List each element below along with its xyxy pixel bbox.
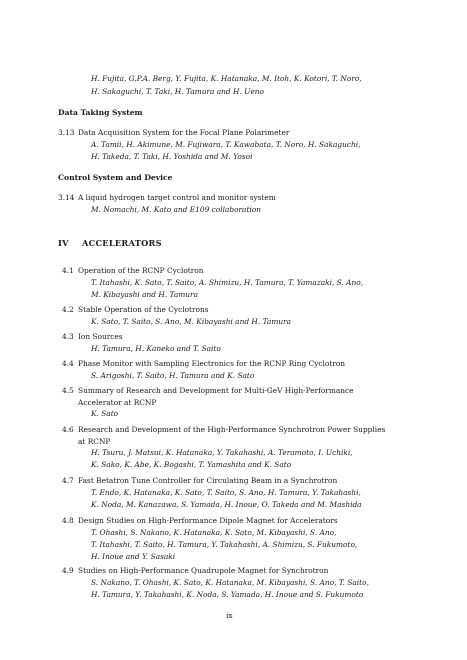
entry-authors: T. Itahashi, T. Saito, H. Tamura, Y. Takahashi, A. Shimizu, S. Fukumoto, — [91, 540, 358, 549]
entry-authors: K. Sako, K. Abe, K. Bogashi, T. Yamashita and K. Sato — [91, 460, 292, 469]
entry-authors: S. Arigoshi, T. Saito, H. Tamura and K. Sato — [91, 371, 255, 380]
entry-number: 4.1 — [62, 266, 74, 275]
top-entry-authors-1: H. Fujita, G.P.A. Berg, Y. Fujita, K. Hatanaka, M. Itoh, K. Kotori, T. Noro, — [91, 74, 362, 83]
entry-title: Summary of Research and Development for Multi-GeV High-Performance — [78, 386, 354, 395]
entry-title: Research and Development of the High-Performance Synchrotron Power Supplies — [78, 425, 386, 434]
section-heading-control: Control System and Device — [58, 173, 173, 182]
entry-number: 3.13 — [58, 128, 75, 137]
entry-number: 4.4 — [62, 359, 74, 368]
entry-authors: K. Sato — [91, 409, 119, 418]
chapter-number: IV — [58, 238, 69, 248]
entry-title: Data Acquisition System for the Focal Plane Polarimeter — [78, 128, 290, 137]
entry-title: Design Studies on High-Performance Dipole Magnet for Accelerators — [78, 516, 338, 525]
entry-authors: T. Ohashi, S. Nakano, K. Hatanaka, K. Sato, M. Kibayashi, S. Ano, — [91, 528, 337, 537]
entry-authors: T. Endo, K. Hatanaka, K. Sato, T. Saito, S. Ano, H. Tamura, Y. Takahashi, — [91, 488, 361, 497]
entry-title: Phase Monitor with Sampling Electronics for the RCNP Ring Cyclotron — [78, 359, 346, 368]
entry-authors: H. Tamura, Y. Takahashi, K. Noda, S. Yamada, H. Inoue and S. Fukumoto — [91, 590, 364, 599]
entry-authors: T. Itahashi, K. Sato, T. Saito, A. Shimizu, H. Tamura, T. Yamazaki, S. Ano, — [91, 278, 364, 287]
entry-number: 4.6 — [62, 425, 74, 434]
entry-title: Stable Operation of the Cyclotrons — [78, 305, 209, 314]
entry-authors: H. Inoue and Y. Sasaki — [91, 552, 176, 561]
entry-title: Ion Sources — [78, 332, 123, 341]
entry-number: 4.7 — [62, 476, 74, 485]
entry-number: 3.14 — [58, 193, 75, 202]
entry-title: Operation of the RCNP Cyclotron — [78, 266, 204, 275]
entry-title: A liquid hydrogen target control and monitor system — [78, 193, 276, 202]
entry-number: 4.3 — [62, 332, 74, 341]
entry-number: 4.5 — [62, 386, 74, 395]
entry-number: 4.8 — [62, 516, 74, 525]
entry-authors: M. Kibayashi and H. Tamura — [91, 290, 198, 299]
entry-authors: H. Tsuru, J. Matsui, K. Hatanaka, Y. Takahashi, A. Teramoto, I. Uchiki, — [91, 448, 353, 457]
entry-title: Fast Betatron Tune Controller for Circulating Beam in a Synchrotron — [78, 476, 338, 485]
section-heading-data-taking: Data Taking System — [58, 108, 143, 117]
entry-authors: M. Nomachi, M. Kato and E109 collaboration — [91, 205, 262, 214]
entry-authors: S. Nakano, T. Ohashi, K. Sato, K. Hatanaka, M. Kibayashi, S. Ano, T. Saito, — [91, 578, 369, 587]
entry-number: 4.9 — [62, 566, 74, 575]
entry-number: 4.2 — [62, 305, 74, 314]
chapter-title: ACCELERATORS — [82, 238, 162, 248]
entry-title: Studies on High-Performance Quadrupole Magnet for Synchrotron — [78, 566, 329, 575]
entry-title: at RCNP — [78, 437, 111, 446]
entry-authors: K. Noda, M. Kanazawa, S. Yamada, H. Inoue, O. Takeda and M. Mashida — [91, 500, 362, 509]
page-number: ix — [226, 611, 233, 620]
entry-title: Accelerator at RCNP — [78, 398, 157, 407]
entry-authors: A. Tamii, H. Akimune, M. Fujiwara, T. Kawabata, T. Noro, H. Sakaguchi, — [91, 140, 361, 149]
entry-authors: K. Sato, T. Saito, S. Ano, M. Kibayashi and H. Tamura — [91, 317, 292, 326]
entry-authors: H. Takeda, T. Taki, H. Yoshida and M. Yosoi — [91, 152, 253, 161]
top-entry-authors-2: H. Sakaguchi, T. Taki, H. Tamura and H. Ueno — [91, 87, 264, 96]
entry-authors: H. Tamura, H. Kaneko and T. Saito — [91, 344, 221, 353]
